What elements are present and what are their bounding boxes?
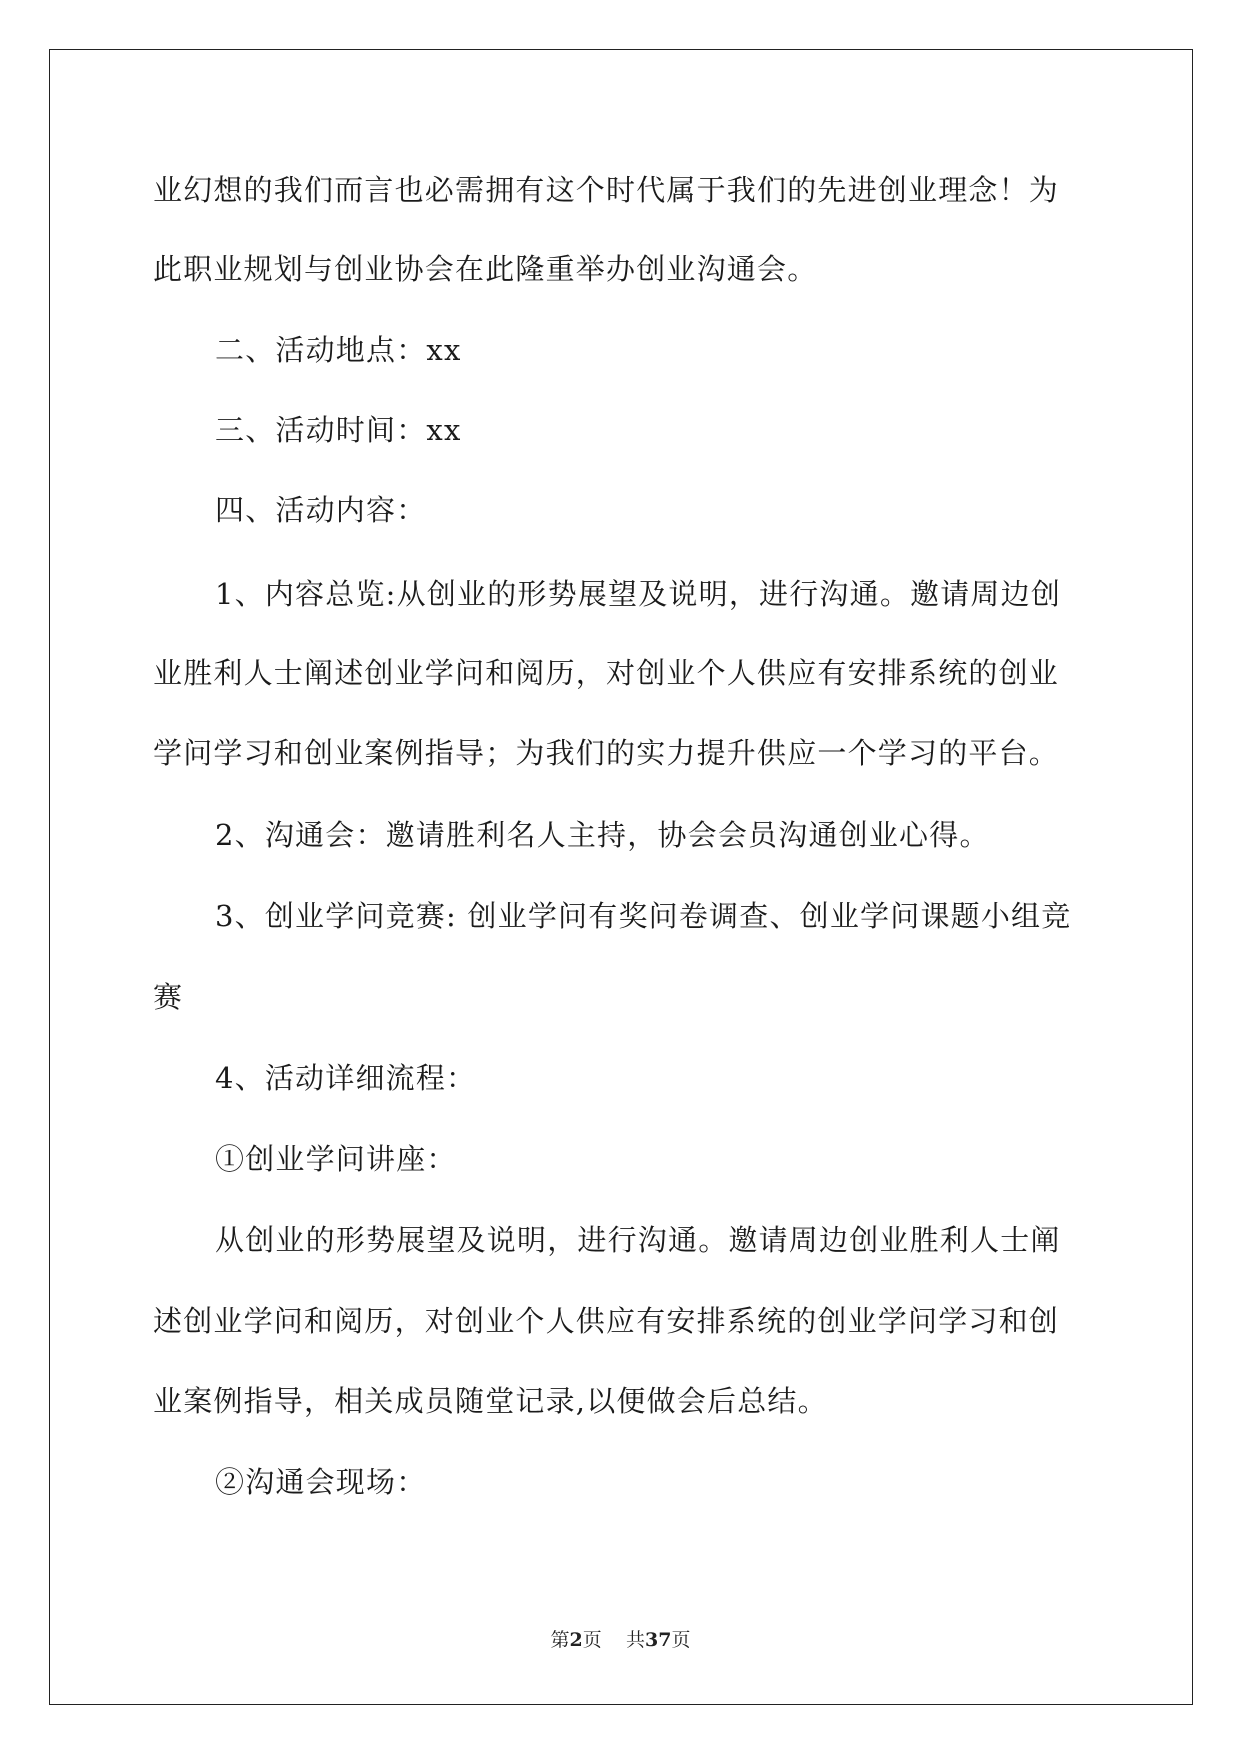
footer-page-prefix: 第 [550, 1629, 570, 1651]
text-line: 1、内容总览:从创业的形势展望及说明，进行沟通。邀请周边创 [215, 577, 1062, 611]
footer-page-unit: 页 [582, 1629, 602, 1651]
text-line: 学问学习和创业案例指导；为我们的实力提升供应一个学习的平台。 [153, 736, 1060, 770]
section-heading-content: 四、活动内容： [215, 493, 427, 527]
text-line: 业胜利人士阐述创业学问和阅历，对创业个人供应有安排系统的创业 [153, 656, 1060, 690]
section-heading-time: 三、活动时间：xx [215, 413, 462, 447]
text-line: 3、创业学问竞赛: 创业学问有奖问卷调查、创业学问课题小组竞 [215, 899, 1072, 933]
footer-page-total: 37 [644, 1629, 672, 1651]
text-line: 业幻想的我们而言也必需拥有这个时代属于我们的先进创业理念！为 [153, 173, 1060, 207]
text-line: 2、沟通会：邀请胜利名人主持，协会会员沟通创业心得。 [215, 818, 990, 852]
text-line: ①创业学问讲座： [215, 1142, 457, 1176]
footer-page-current: 2 [569, 1629, 583, 1651]
text-line: 赛 [153, 980, 184, 1014]
text-line: 此职业规划与创业协会在此隆重举办创业沟通会。 [153, 252, 818, 286]
footer-total-unit: 页 [671, 1629, 691, 1651]
page-border [49, 49, 1193, 1705]
page-footer [0, 1628, 1241, 1652]
footer-total-prefix: 共 [625, 1629, 645, 1651]
text-line: 4、活动详细流程： [215, 1061, 477, 1095]
text-line: ②沟通会现场： [215, 1465, 427, 1499]
text-line: 从创业的形势展望及说明，进行沟通。邀请周边创业胜利人士阐 [215, 1223, 1061, 1257]
text-line: 业案例指导，相关成员随堂记录,以便做会后总结。 [153, 1384, 828, 1418]
section-heading-location: 二、活动地点：xx [215, 333, 462, 367]
text-line: 述创业学问和阅历，对创业个人供应有安排系统的创业学问学习和创 [153, 1304, 1060, 1338]
